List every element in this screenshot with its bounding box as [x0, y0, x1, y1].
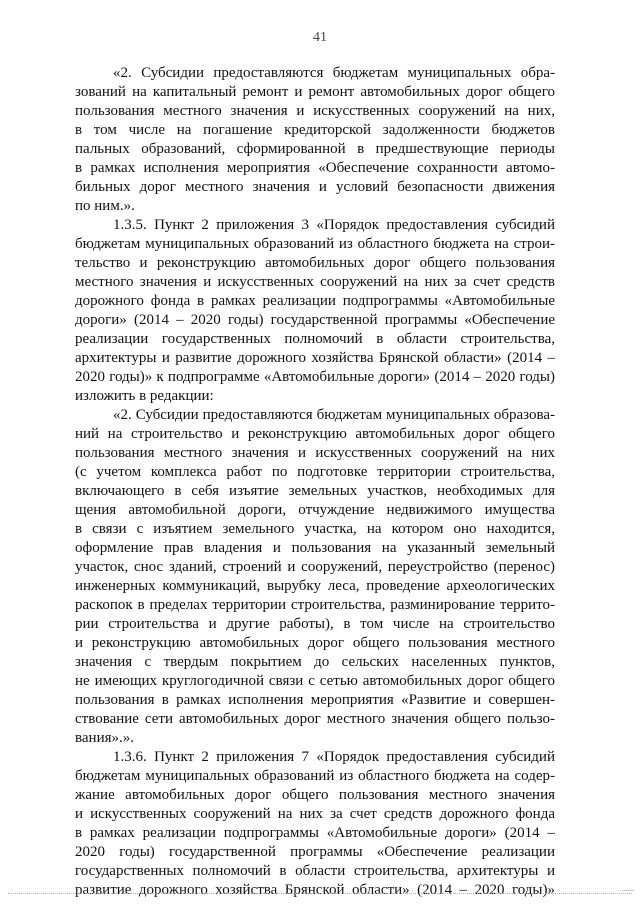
text-line: жание автомобильных дорог общего пользования местного значения	[75, 787, 555, 803]
text-line: «2. Субсидии предоставляются бюджетам муниципальных образова-	[113, 407, 555, 423]
text-line: раскопок в пределах территории строительства, разминирование террито-	[75, 597, 555, 613]
text-line: реализации государственных полномочий в области строительства,	[75, 331, 555, 347]
text-line: зований на капитальный ремонт и ремонт автомобильных дорог общего	[75, 84, 555, 100]
text-line: не имеющих круглогодичной связи с сетью автомобильных дорог общего	[75, 673, 555, 689]
text-line: местного значения и искусственных сооружений на них за счет средств	[75, 274, 555, 290]
document-body	[75, 64, 555, 900]
text-line: бюджетам муниципальных образований из областного бюджета на строи-	[75, 236, 555, 252]
text-line: 1.3.5. Пункт 2 приложения 3 «Порядок предоставления субсидий	[113, 217, 555, 233]
text-line: пользования в рамках исполнения мероприятия «Развитие и совершен-	[75, 692, 555, 708]
text-line: и искусственных сооружений на них за счет средств дорожного фонда	[75, 806, 555, 822]
text-line: рии строительства и другие работы), в том числе на строительство	[75, 616, 555, 632]
text-line: архитектуры и развитие дорожного хозяйства Брянской области» (2014 –	[75, 350, 555, 366]
text-line: инженерных коммуникаций, вырубку леса, проведение археологических	[75, 578, 555, 594]
text-line: бильных дорог местного значения и условий безопасности движения	[75, 179, 555, 195]
text-line: оформление прав владения и пользования на указанный земельный	[75, 540, 555, 556]
text-line: включающего в себя изъятие земельных участков, необходимых для	[75, 483, 555, 499]
text-line: «2. Субсидии предоставляются бюджетам муниципальных обра-	[113, 65, 555, 81]
text-line: изложить в редакции:	[75, 388, 214, 404]
text-line: по ним.».	[75, 198, 135, 214]
text-line: в рамках исполнения мероприятия «Обеспечение сохранности автомо-	[75, 160, 555, 176]
text-line: в том числе на погашение кредиторской задолженности бюджетов	[75, 122, 555, 138]
text-line: ний на строительство и реконструкцию автомобильных дорог общего	[75, 426, 555, 442]
text-line: участок, снос зданий, строений и сооружений, переустройство (перенос)	[75, 559, 555, 575]
text-line: государственных полномочий в области строительства, архитектуры и	[75, 863, 555, 879]
scan-edge-divider	[8, 893, 632, 894]
text-line: (с учетом комплекса работ по подготовке территории строительства,	[75, 464, 555, 480]
margin-mark	[622, 884, 634, 891]
text-line: и реконструкцию автомобильных дорог общего пользования местного	[75, 635, 555, 651]
text-line: дорожного фонда в рамках реализации подпрограммы «Автомобильные	[75, 293, 555, 309]
text-line: ствование сети автомобильных дорог местного значения общего пользо-	[75, 711, 555, 727]
text-line: в рамках реализации подпрограммы «Автомобильные дороги» (2014 –	[75, 825, 555, 841]
page-number: 41	[313, 30, 327, 45]
text-line: 2020 годы)» к подпрограмме «Автомобильные дороги» (2014 – 2020 годы)	[75, 369, 555, 385]
text-line: 1.3.6. Пункт 2 приложения 7 «Порядок предоставления субсидий	[113, 749, 555, 765]
text-line: в связи с изъятием земельного участка, на котором оно находится,	[75, 521, 555, 537]
text-line: пользования местного значения и искусственных сооружений на них	[75, 445, 555, 461]
text-line: щения автомобильной дороги, отчуждение недвижимого имущества	[75, 502, 555, 518]
text-line: пальных образований, сформированной в предшествующие периоды	[75, 141, 555, 157]
text-line: значения с твердым покрытием до сельских населенных пунктов,	[75, 654, 555, 670]
text-line: пользования местного значения и искусственных сооружений на них,	[75, 103, 555, 119]
text-line: 2020 годы) государственной программы «Обеспечение реализации	[75, 844, 555, 860]
text-line: тельство и реконструкцию автомобильных дорог общего пользования	[75, 255, 555, 271]
text-line: бюджетам муниципальных образований из областного бюджета на содер-	[75, 768, 555, 784]
text-line: вания».».	[75, 730, 134, 746]
text-line: дороги» (2014 – 2020 годы) государственной программы «Обеспечение	[75, 312, 555, 328]
text-line: развитие дорожного хозяйства Брянской области» (2014 – 2020 годы)»	[75, 882, 555, 898]
